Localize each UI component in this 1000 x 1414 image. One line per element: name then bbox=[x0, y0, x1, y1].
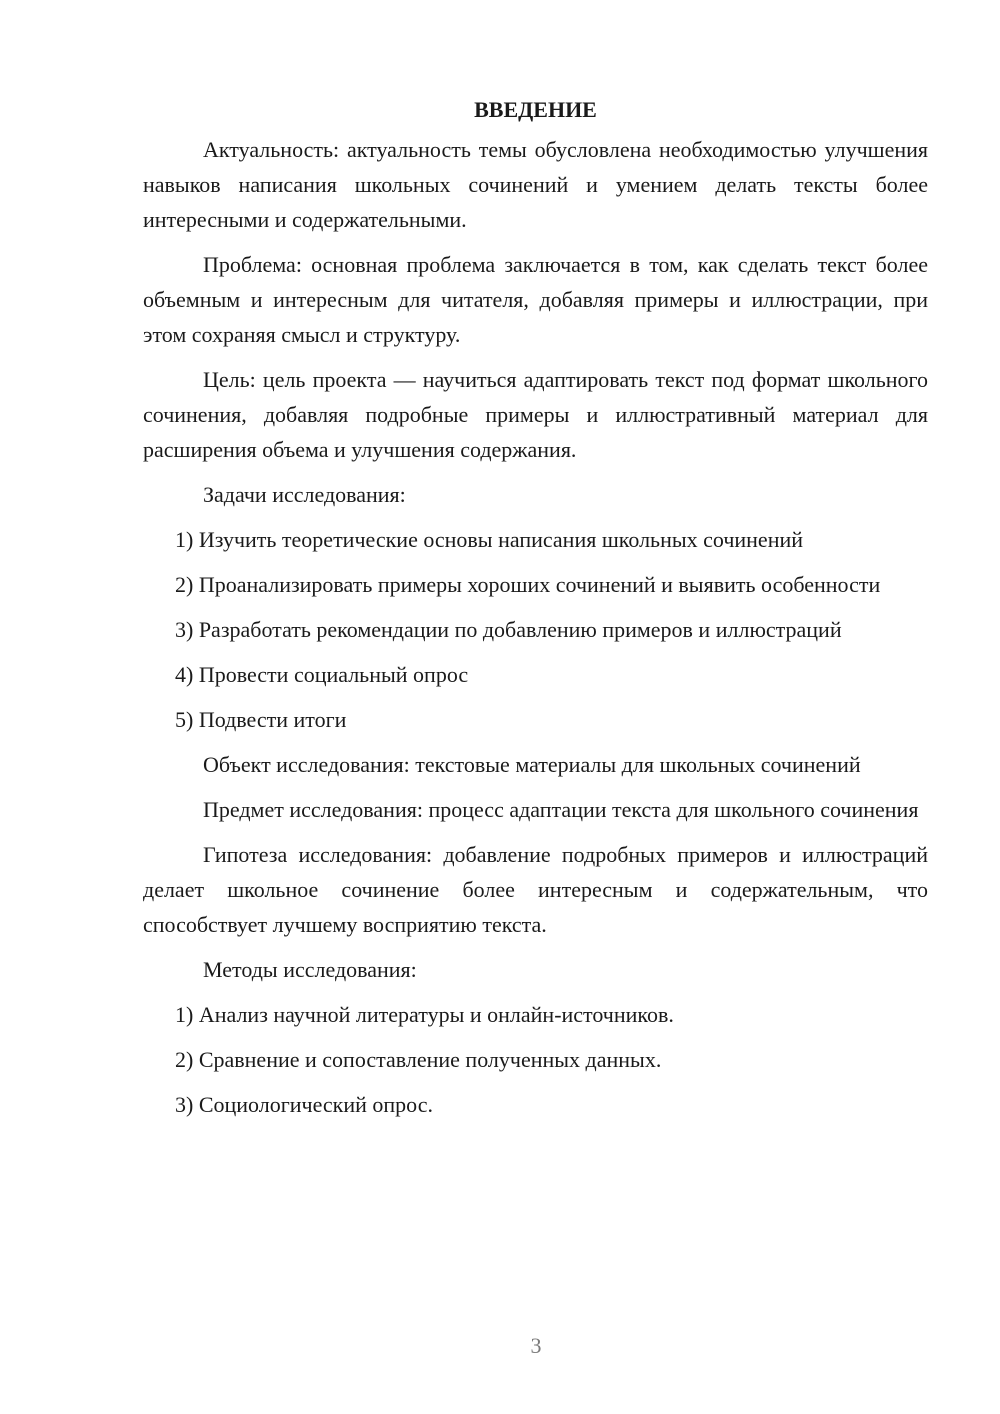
document-page bbox=[143, 92, 928, 1132]
problem-paragraph: Проблема: основная проблема заключается в том, как сделать текст более объемным и интересным для читателя, добавляя примеры и иллюстрации, при этом сохраняя смысл и структуру. bbox=[143, 252, 928, 347]
task-item: 1) Изучить теоретические основы написания школьных сочинений bbox=[175, 527, 804, 552]
hypothesis-paragraph: Гипотеза исследования: добавление подробных примеров и иллюстраций делает школьное сочинение более интересным и содержательным, что способствует лучшему восприятию текста. bbox=[143, 842, 928, 937]
goal-paragraph: Цель: цель проекта — научиться адаптировать текст под формат школьного сочинения, добавляя подробные примеры и иллюстративный материал для расширения объема и улучшения содержания. bbox=[143, 367, 928, 462]
task-item: 5) Подвести итоги bbox=[175, 707, 347, 732]
page-number: 3 bbox=[530, 1333, 542, 1358]
task-item: 3) Разработать рекомендации по добавлению примеров и иллюстраций bbox=[175, 617, 842, 642]
method-item: 2) Сравнение и сопоставление полученных данных. bbox=[175, 1047, 662, 1072]
method-item: 3) Социологический опрос. bbox=[175, 1092, 433, 1117]
task-item: 4) Провести социальный опрос bbox=[175, 662, 469, 687]
tasks-heading: Задачи исследования: bbox=[203, 482, 406, 507]
method-item: 1) Анализ научной литературы и онлайн-источников. bbox=[175, 1002, 674, 1027]
subject-paragraph: Предмет исследования: процесс адаптации текста для школьного сочинения bbox=[203, 797, 919, 822]
relevance-paragraph: Актуальность: актуальность темы обусловлена необходимостью улучшения навыков написания школьных сочинений и умением делать тексты более интересными и содержательными. bbox=[143, 137, 928, 232]
section-title: ВВЕДЕНИЕ bbox=[474, 97, 597, 122]
methods-heading: Методы исследования: bbox=[203, 957, 417, 982]
object-paragraph: Объект исследования: текстовые материалы для школьных сочинений bbox=[203, 752, 861, 777]
task-item: 2) Проанализировать примеры хороших сочинений и выявить особенности bbox=[175, 572, 881, 597]
